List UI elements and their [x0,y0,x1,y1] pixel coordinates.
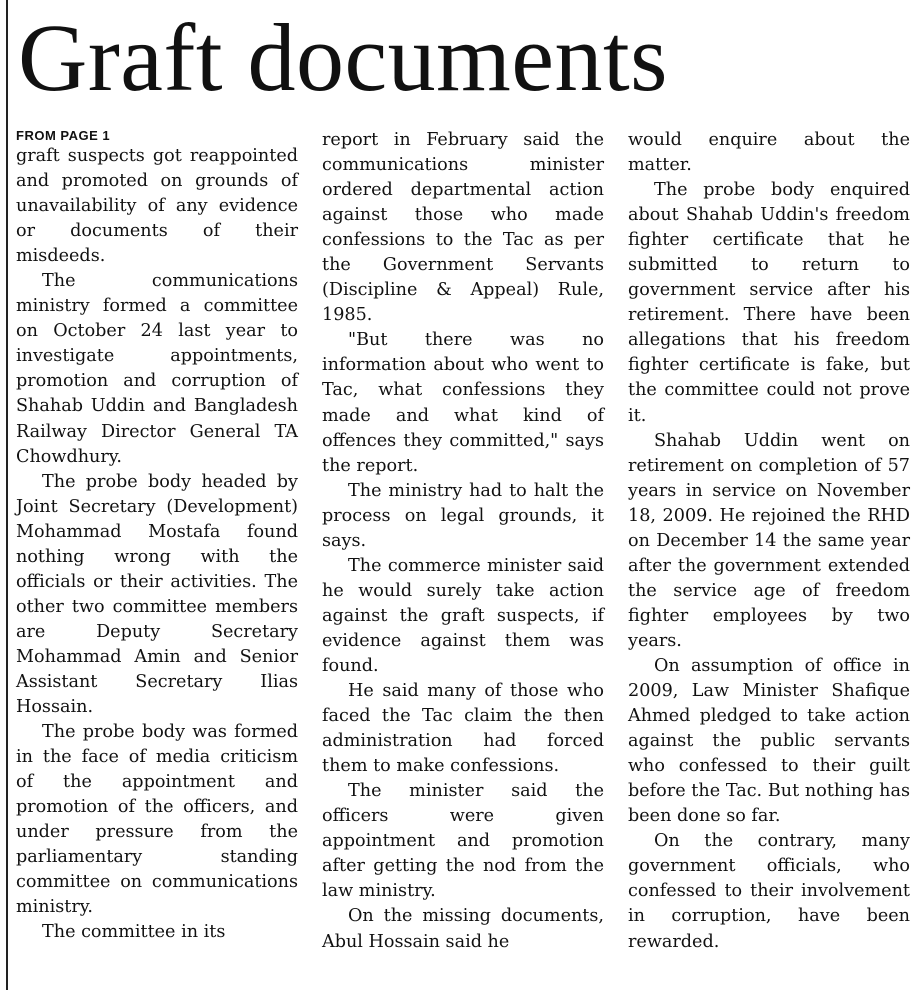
paragraph: Shahab Uddin went on retirement on completion of 57 years in service on November 18, 2009. He rejoined the RHD on December 14 the same year after the government extended the service age of freedom fighter employees by two years. [628,430,910,651]
paragraph: The communications ministry formed a committee on October 24 last year to investigate appointments, promotion and corruption of Shahab Uddin and Bangladesh Railway Director General TA Chowdhury. [16,271,298,467]
article-column-1 [16,128,298,946]
paragraph: "But there was no information about who went to Tac, what confessions they made and what kind of offences they committed," says the report. [322,330,604,476]
paragraph: The ministry had to halt the process on legal grounds, it says. [322,480,604,551]
continued-from-label: FROM PAGE 1 [16,128,111,143]
article-column-3 [628,128,910,955]
paragraph: The commerce minister said he would surely take action against the graft suspects, if evidence against them was found. [322,555,604,676]
paragraph: On the contrary, many government officials, who confessed to their involvement in corruption, have been rewarded. [628,831,910,952]
paragraph: The committee in its [42,922,226,943]
paragraph: The minister said the officers were given appointment and promotion after getting the nod from the law ministry. [322,781,604,902]
paragraph: On assumption of office in 2009, Law Minister Shafique Ahmed pledged to take action against the public servants who confessed to their guilt before the Tac. But nothing has been done so far. [628,655,910,827]
column-rule [6,0,8,990]
paragraph: graft suspects got reappointed and promoted on grounds of unavailability of any evidence or documents of their misdeeds. [16,146,298,267]
paragraph: He said many of those who faced the Tac claim the then administration had forced them to make confessions. [322,681,604,777]
headline: Graft documents [18,4,668,111]
paragraph: The probe body headed by Joint Secretary (Development) Mohammad Mostafa found nothing wrong with the officials or their activities. The other two committee members are Deputy Secretary Mohammad Amin and Senior Assistant Secretary Ilias Hossain. [16,471,298,718]
paragraph: The probe body was formed in the face of media criticism of the appointment and promotion of the officers, and under pressure from the parliamentary standing committee on communications ministry. [16,722,298,918]
paragraph: On the missing documents, Abul Hossain said he [322,906,604,952]
paragraph: report in February said the communications minister ordered departmental action against those who made confessions to the Tac as per the Government Servants (Discipline & Appeal) Rule, 1985. [322,130,604,326]
paragraph: The probe body enquired about Shahab Uddin's freedom fighter certificate that he submitted to return to government service after his retirement. There have been allegations that his freedom fighter certificate is fake, but the committee could not prove it. [628,180,910,426]
article-column-2 [322,128,604,955]
paragraph: would enquire about the matter. [628,130,910,176]
